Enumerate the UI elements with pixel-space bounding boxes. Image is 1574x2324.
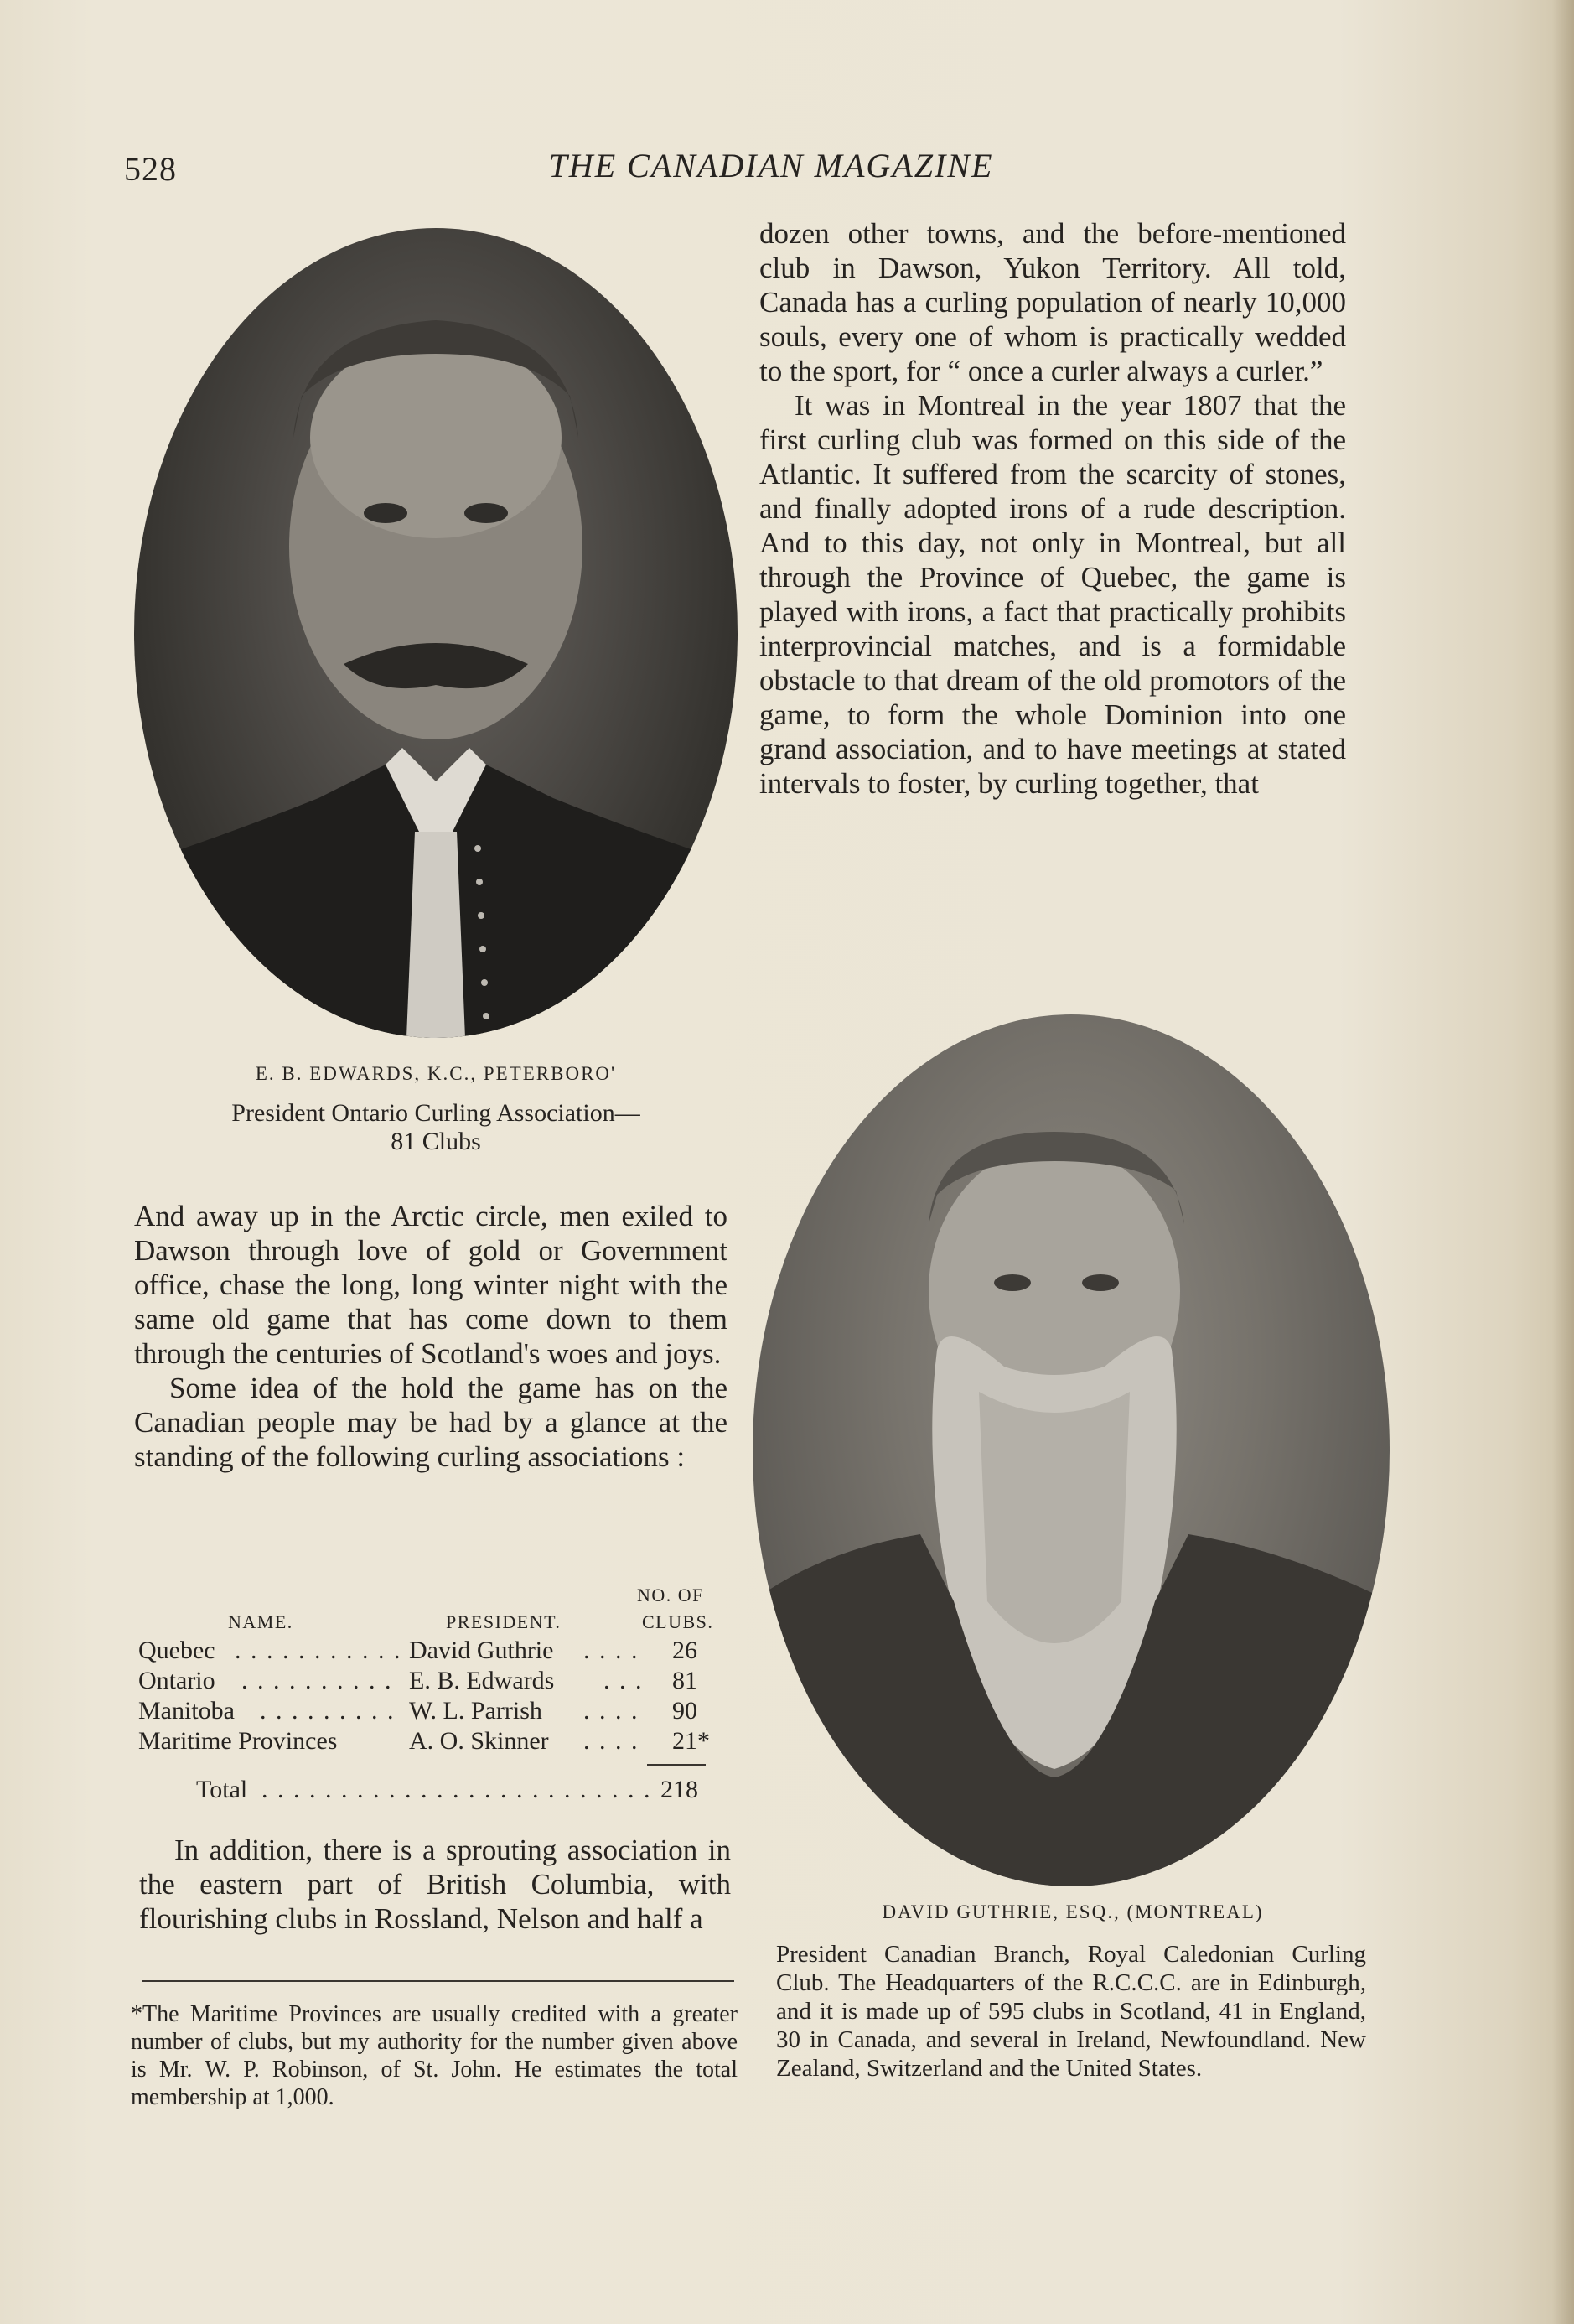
figure-2-name: DAVID GUTHRIE, ESQ., (MONTREAL)	[882, 1901, 1264, 1922]
club-count: 21*	[672, 1727, 710, 1755]
president-name: E. B. Edwards	[409, 1667, 555, 1694]
association-name: Maritime Provinces	[138, 1727, 338, 1755]
paragraph: dozen other towns, and the before-mentioned club in Dawson, Yukon Territory. All told, Canada has a curling population of nearly 10,000 souls, every one of whom is practically wedded to the sport, for “ once a curler always a curler.”	[759, 217, 1346, 387]
page-number: 528	[124, 150, 177, 188]
paragraph: In addition, there is a sprouting association in the eastern part of British Columbia, with flourishing clubs in Rossland, Nelson and half a	[139, 1834, 731, 1935]
footnote: *The Maritime Provinces are usually credited with a greater number of clubs, but my authority for the number given above is Mr. W. P. Robinson, of St. John. He estimates the total membership at 1,000.	[131, 2001, 738, 2110]
table-total-row	[136, 1776, 739, 1806]
paragraph: It was in Montreal in the year 1807 that the first curling club was formed on this side of the Atlantic. It suffered from the scarcity of stones, and finally adopted irons of a rude description. And to this day, not only in Montreal, but all through the Province of Quebec, the game is played with irons, a fact that practically prohibits interprovincial matches, and is a formidable obstacle to that dream of the old promotors of the game, to form the whole Dominion into one grand association, and to have meetings at stated intervals to foster, by curling together, that	[759, 389, 1346, 800]
footnote-rule	[142, 1980, 734, 1982]
club-count: 90	[672, 1697, 697, 1725]
president-name: W. L. Parrish	[409, 1697, 542, 1725]
paragraph: Some idea of the hold the game has on the Canadian people may be had by a glance at the standing of the following curling associations :	[134, 1372, 727, 1473]
president-name: David Guthrie	[409, 1637, 554, 1664]
portrait-guthrie-illustration	[753, 1014, 1390, 1886]
portrait-edwards	[134, 228, 738, 1038]
table-header-president: PRESIDENT.	[446, 1611, 562, 1632]
association-name: Manitoba	[138, 1697, 235, 1725]
table-row	[136, 1727, 739, 1757]
figure-1-description-line-1: President Ontario Curling Association—	[231, 1099, 640, 1127]
running-title: THE CANADIAN MAGAZINE	[548, 147, 994, 184]
page-edge-shadow	[1552, 0, 1574, 2324]
figure-1-name: E. B. EDWARDS, K.C., PETERBORO'	[255, 1063, 617, 1084]
leader-dots: . . . .	[583, 1697, 639, 1725]
table-header-clubs-line-2: CLUBS.	[642, 1611, 714, 1632]
association-name: Ontario	[138, 1667, 215, 1694]
figure-1-description-line-2: 81 Clubs	[391, 1128, 481, 1155]
leader-dots: . . . .	[583, 1637, 639, 1664]
leader-dots: . . .	[603, 1667, 644, 1694]
left-column-continued	[139, 1833, 731, 1936]
leader-dots: . . . .	[583, 1727, 639, 1755]
leader-dots: . . . . . . . . . .	[241, 1667, 393, 1694]
total-rule	[647, 1764, 706, 1766]
figure-2-description: President Canadian Branch, Royal Caledonian Curling Club. The Headquarters of the R.C.C.C. are in Edinburgh, and it is made up of 595 clubs in Scotland, 41 in England, 30 in Canada, and several in Ireland, Newfoundland. New Zealand, Switzerland and the United States.	[776, 1941, 1366, 2082]
left-column-text	[134, 1199, 727, 1474]
paragraph: And away up in the Arctic circle, men exiled to Dawson through love of gold or Government office, chase the long, long winter night with the same old game that has come down to them through the centuries of Scotland's woes and joys.	[134, 1200, 727, 1370]
association-name: Quebec	[138, 1637, 215, 1664]
right-column-text	[759, 216, 1346, 801]
table-row	[136, 1697, 739, 1727]
total-value: 218	[660, 1776, 698, 1803]
leader-dots: . . . . . . . . . . . . . . . . . . . . . . . . .	[261, 1776, 652, 1803]
total-label: Total	[196, 1776, 248, 1803]
club-count: 26	[672, 1637, 697, 1664]
portrait-guthrie	[753, 1014, 1390, 1886]
table-row	[136, 1637, 739, 1667]
table-header-clubs-line-1: NO. OF	[637, 1585, 704, 1606]
table-row	[136, 1667, 739, 1697]
table-header-name: NAME.	[228, 1611, 293, 1632]
club-count: 81	[672, 1667, 697, 1694]
leader-dots: . . . . . . . . .	[260, 1697, 396, 1725]
portrait-edwards-illustration	[134, 228, 738, 1038]
president-name: A. O. Skinner	[409, 1727, 549, 1755]
leader-dots: . . . . . . . . . . .	[235, 1637, 402, 1664]
